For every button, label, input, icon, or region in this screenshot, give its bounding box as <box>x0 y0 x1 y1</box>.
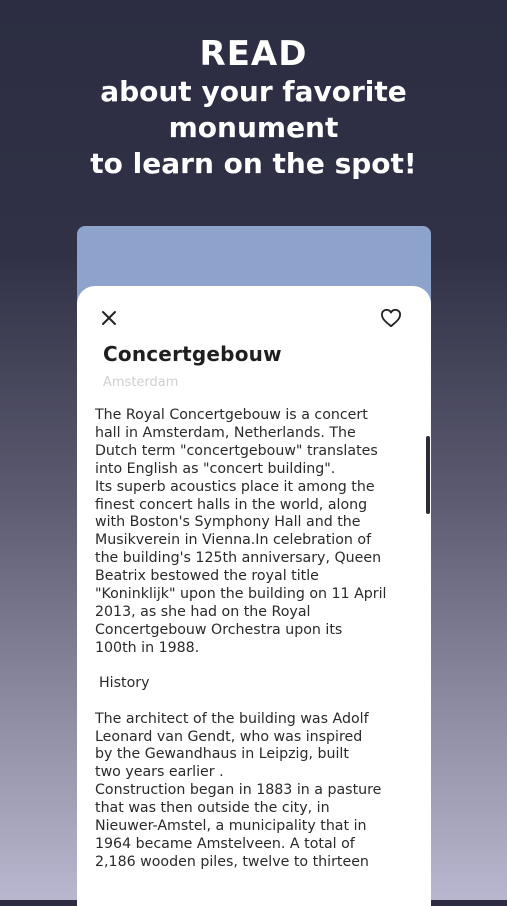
close-button[interactable] <box>95 304 123 332</box>
close-icon <box>101 310 117 326</box>
heart-icon <box>380 308 402 328</box>
scrollbar-thumb[interactable] <box>426 436 430 514</box>
favorite-button[interactable] <box>377 304 405 332</box>
description-paragraph: The Royal Concertgebouw is a concert hall in Amsterdam, Netherlands. The Dutch term "concertgebouw" translates into English as "concert building". Its superb acoustics place it among the finest concert halls in the world, along with Boston's Symphony Hall and the Musikverein in Vienna.In celebration of the building's 125th anniversary, Queen Beatrix bestowed the royal title "Koninklijk" upon the building on 11 April 2013, as she had on the Royal Concertgebouw Orchestra upon its 100th in 1988. <box>95 407 387 656</box>
promo-line-3: to learn on the spot! <box>90 147 417 180</box>
promo-line-1: about your favorite <box>100 75 407 108</box>
monument-description <box>95 407 415 872</box>
promo-title: READ <box>199 34 308 74</box>
promo-header <box>0 34 507 182</box>
history-paragraph: The architect of the building was Adolf Leonard van Gendt, who was inspired by the Gewandhaus in Leipzig, built two years earlier . Construction began in 1883 in a pasture that was then outside the city, in Nieuwer-Amstel, a municipality that in 1964 became Amstelveen. A total of 2,186 wooden piles, twelve to thirteen <box>95 710 382 870</box>
monument-title: Concertgebouw <box>103 342 282 366</box>
detail-sheet <box>77 286 431 906</box>
promo-line-2: monument <box>168 111 339 144</box>
monument-city: Amsterdam <box>103 375 179 390</box>
section-heading-history: History <box>99 674 150 691</box>
